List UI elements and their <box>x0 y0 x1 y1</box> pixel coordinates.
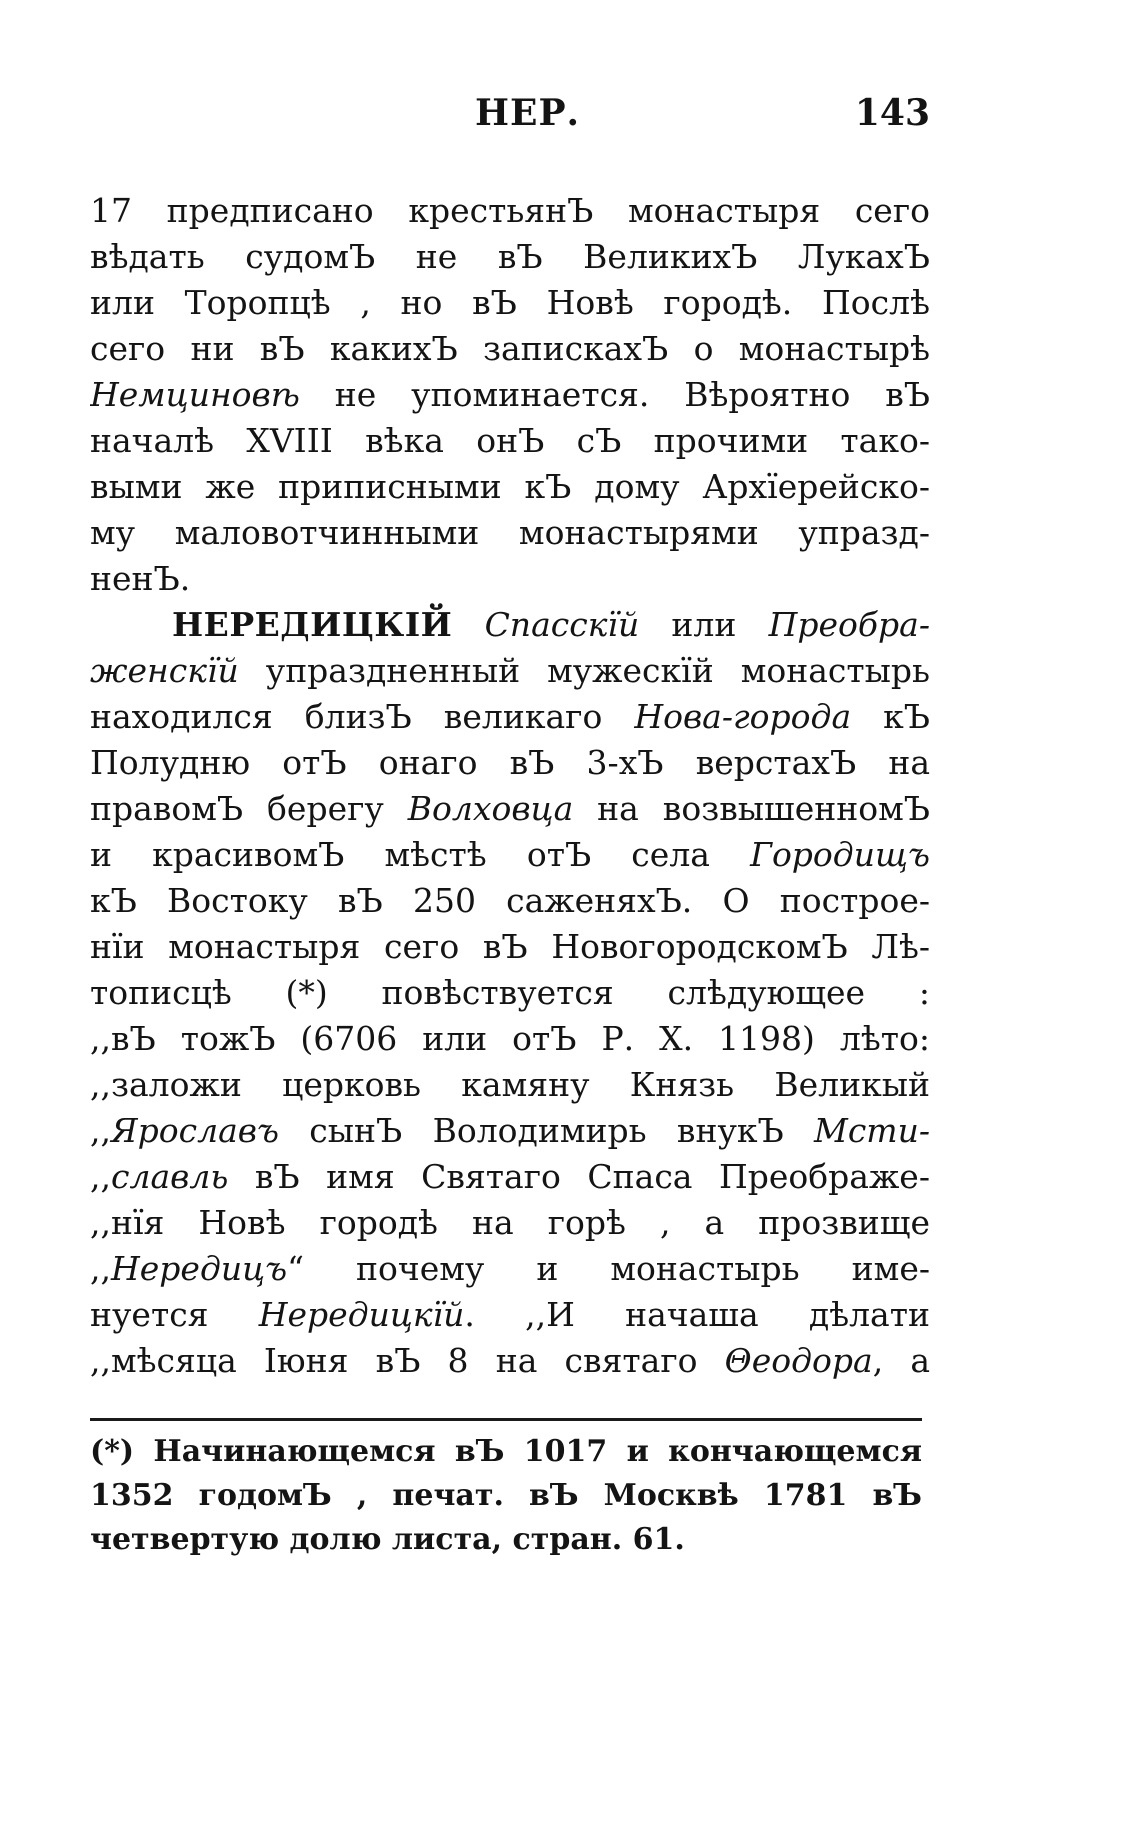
text-line <box>90 786 930 832</box>
italic-name: Городищъ <box>750 835 930 874</box>
italic-name: Θеодора <box>724 1341 873 1380</box>
text-line <box>90 188 930 234</box>
italic-name: Нова-города <box>634 697 852 736</box>
text-run: 17 предписано крестьянЪ монастыря сего <box>90 191 930 230</box>
text-run: му маловотчинными монастырями упразд- <box>90 513 930 552</box>
text-line <box>90 1200 930 1246</box>
italic-name: Ярославъ <box>110 1111 279 1150</box>
footnote-rule <box>90 1418 922 1421</box>
italic-name: женскїй <box>90 651 239 690</box>
text-run: выми же приписными кЪ дому Архїерейско- <box>90 467 930 506</box>
text-run: нїи монастыря сего вЪ НовогородскомЪ Лѣ- <box>90 927 930 966</box>
text-run: началѣ XVIII вѣка онЪ сЪ прочими тако- <box>90 421 930 460</box>
text-run: нуется <box>90 1295 259 1334</box>
italic-name: Нередицъ <box>110 1249 288 1288</box>
text-line <box>90 970 930 1016</box>
text-run: ,,мѣсяца Іюня вЪ 8 на святаго <box>90 1341 725 1380</box>
footnote <box>90 1430 922 1562</box>
text-line <box>90 280 930 326</box>
text-run: сынЪ Володимирь внукЪ <box>279 1111 815 1150</box>
text-run: сего ни вЪ какихЪ запискахЪ о монастырѣ <box>90 329 930 368</box>
text-run: ,, <box>90 1111 111 1150</box>
text-line <box>90 740 930 786</box>
text-run: упраздненный мужескїй монастырь <box>238 651 930 690</box>
text-run <box>452 605 484 644</box>
text-run: ,,вЪ тожЪ (6706 или отЪ Р. Х. 1198) лѣто: <box>90 1019 930 1058</box>
entry-heading: НЕРЕДИЦКІЙ <box>172 605 453 644</box>
text-line <box>90 1108 930 1154</box>
text-run: на возвышенномЪ <box>573 789 930 828</box>
text-run: находился близЪ великаго <box>90 697 635 736</box>
text-line <box>90 648 930 694</box>
text-run: ,,заложи церковь камяну Князь Великый <box>90 1065 930 1104</box>
text-line <box>90 326 930 372</box>
italic-name: Нередицкїй <box>258 1295 465 1334</box>
entry-first-line <box>90 602 930 648</box>
text-run: кЪ <box>851 697 930 736</box>
text-run: вѣдать судомЪ не вЪ ВеликихЪ ЛукахЪ <box>90 237 930 276</box>
italic-name: Преобра- <box>768 605 930 644</box>
page-number: 143 <box>854 92 930 134</box>
text-line <box>90 1292 930 1338</box>
text-line <box>90 234 930 280</box>
text-run: или <box>639 605 769 644</box>
text-run: или Торопцѣ , но вЪ Новѣ городѣ. Послѣ <box>90 283 930 322</box>
text-line <box>90 1062 930 1108</box>
text-line <box>90 556 930 602</box>
text-line <box>90 832 930 878</box>
text-line <box>90 1338 930 1384</box>
text-run: кЪ Востоку вЪ 250 саженяхЪ. О построе- <box>90 881 930 920</box>
italic-name: Волховца <box>407 789 574 828</box>
text-run: и красивомЪ мѣстѣ отЪ села <box>90 835 751 874</box>
text-line <box>90 1016 930 1062</box>
running-title: НЕР. <box>475 92 581 134</box>
italic-name: Немциновѣ <box>90 375 300 414</box>
text-run: ненЪ. <box>90 559 191 598</box>
text-line <box>90 418 930 464</box>
text-run: ,, <box>90 1249 111 1288</box>
text-line <box>90 878 930 924</box>
text-run: не упоминается. Вѣроятно вЪ <box>299 375 930 414</box>
text-run: ,,нїя Новѣ городѣ на горѣ , а прозвище <box>90 1203 930 1242</box>
text-run: ,, <box>90 1157 111 1196</box>
text-line <box>90 1246 930 1292</box>
text-run: тописцѣ (*) повѣствуется слѣдующее : <box>90 973 930 1012</box>
footnote-line: 1352 годомЪ , печат. вЪ Москвѣ 1781 вЪ <box>90 1478 922 1513</box>
text-run: вЪ имя Святаго Спаса Преображе- <box>228 1157 930 1196</box>
italic-name: славль <box>110 1157 229 1196</box>
text-line <box>90 694 930 740</box>
running-head <box>90 92 930 142</box>
text-line <box>90 464 930 510</box>
main-text <box>90 188 930 1384</box>
text-run: правомЪ берегу <box>90 789 408 828</box>
text-run: . ,,И начаша дѣлати <box>464 1295 930 1334</box>
text-line <box>90 1154 930 1200</box>
footnote-line: четвертую долю листа, стран. 61. <box>90 1522 685 1557</box>
footnote-line: (*) Начинающемся вЪ 1017 и кончающемся <box>90 1434 922 1469</box>
italic-name: Мсти- <box>814 1111 930 1150</box>
italic-name: Спасскїй <box>484 605 640 644</box>
text-run: “ почему и монастырь име- <box>287 1249 930 1288</box>
text-line <box>90 372 930 418</box>
text-line <box>90 924 930 970</box>
text-line <box>90 510 930 556</box>
text-run: Полудню отЪ онаго вЪ 3-хЪ верстахЪ на <box>90 743 930 782</box>
text-run: , а <box>872 1341 930 1380</box>
